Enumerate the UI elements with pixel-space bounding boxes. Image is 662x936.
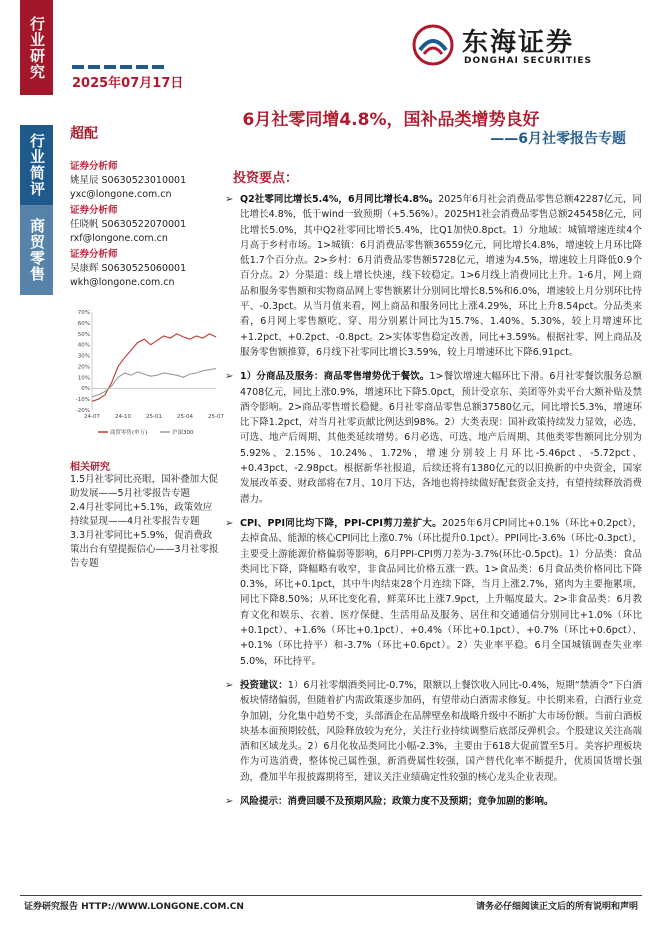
legend-label: 商贸零售(申万) bbox=[110, 430, 148, 436]
analyst-name: 吴康辉 S0630525060001 bbox=[70, 263, 187, 274]
y-tick-label: -10% bbox=[75, 397, 90, 404]
legend-label: 沪深300 bbox=[172, 430, 194, 436]
y-tick-label: 60% bbox=[77, 320, 90, 327]
y-tick-label: -20% bbox=[75, 408, 90, 414]
point-paragraph bbox=[222, 794, 642, 809]
analyst-label: 证券分析师 bbox=[70, 249, 118, 260]
point-text: 1）6月社零烟酒类同比-0.7%，限额以上餐饮收入同比-0.4%，短期“禁酒令”下白酒板块情绪偏弱，但随着扩内需政策逐步加码，有望带动白酒需求修复。中长期来看，白酒行业竞争加剧，分化集中趋势不变，头部酒企在品牌壁垒和战略升级中不断扩大市场份额。当前白酒板块基本面预期较低，风险释放较为充分，关注行业持续调整后底部反弹机会。个股建议关注高端酒和区域龙头。2）6月化妆品类同比小幅-2.3%，主要由于618大促前置至5月。美容护理板块作为可选消费，整体悦己属性强，新消费属性较强，国产替代化率不断提升，优质国货增长强劲，叠加半年报披露期将至，建议关注业绩确定性较强的核心龙头企业表现。 bbox=[240, 679, 642, 783]
y-tick-label: 40% bbox=[77, 342, 90, 349]
series-line-1 bbox=[92, 369, 216, 397]
x-tick-label: 24-07 bbox=[84, 414, 100, 420]
point-paragraph bbox=[222, 516, 642, 669]
y-tick-label: 50% bbox=[77, 331, 90, 338]
performance-chart bbox=[70, 308, 224, 443]
arrow-bullet-icon: ➢ bbox=[225, 679, 234, 691]
related-item[interactable]: 3.3月社零同比+5.9%，促消费政策出台有望提振信心——3月社零报告专题 bbox=[70, 530, 219, 569]
point-lead: 1）分商品及服务：商品零售增势优于餐饮。 bbox=[240, 371, 430, 383]
point-paragraph bbox=[222, 678, 642, 785]
investment-points bbox=[222, 192, 642, 818]
analyst-email[interactable]: rxf@longone.com.cn bbox=[70, 233, 168, 244]
footer-left[interactable]: 证券研究报告 HTTP://WWW.LONGONE.COM.CN bbox=[24, 902, 244, 912]
rating-badge: 超配 bbox=[70, 126, 98, 142]
report-title: 6月社零同增4.8%，国补品类增势良好 bbox=[242, 110, 540, 130]
company-logo bbox=[402, 20, 642, 80]
analyst-email[interactable]: wkh@longone.com.cn bbox=[70, 277, 175, 288]
side-tab-industry-research: 行业研究 bbox=[20, 0, 53, 95]
series-line-0 bbox=[92, 334, 216, 402]
analyst-label: 证券分析师 bbox=[70, 205, 118, 216]
arrow-bullet-icon: ➢ bbox=[225, 194, 234, 205]
related-item[interactable]: 2.4月社零同比+5.1%，政策效应持续显现——4月社零报告专题 bbox=[70, 502, 213, 527]
logo-mark-icon bbox=[412, 24, 454, 66]
report-subtitle: ——6月社零报告专题 bbox=[490, 131, 626, 147]
footer-right: 请务必仔细阅读正文后的所有说明和声明 bbox=[475, 902, 638, 912]
arrow-bullet-icon: ➢ bbox=[225, 517, 234, 529]
point-lead: 投资建议： bbox=[240, 679, 288, 691]
investment-heading: 投资要点： bbox=[233, 171, 299, 186]
date-decoration bbox=[72, 65, 164, 69]
related-title: 相关研究 bbox=[70, 462, 110, 473]
report-date: 2025年07月17日 bbox=[72, 76, 184, 91]
arrow-bullet-icon: ➢ bbox=[225, 795, 234, 807]
logo-en-text: DONGHAI SECURITIES bbox=[464, 56, 592, 66]
x-tick-label: 25-01 bbox=[146, 414, 162, 420]
related-item[interactable]: 1.5月社零同比亮眼，国补叠加大促助发展——5月社零报告专题 bbox=[70, 474, 219, 499]
analyst-email[interactable]: yxc@longone.com.cn bbox=[70, 189, 172, 200]
x-tick-label: 25-07 bbox=[208, 414, 224, 420]
logo-cn-text: 东海证券 bbox=[462, 28, 575, 58]
related-research bbox=[70, 452, 220, 571]
point-text: 2025年6月社会消费品零售总额42287亿元，同比增长4.8%，低于wind一致预期（+5.56%）。2025H1社会消费品零售总额245458亿元，同比增长5.0%，其中Q2社零同比增长5.4%，比Q1加快0.8pct。1）分地域：城镇增速连续4个月高于乡村市场。1>城镇：6月消费品零售额36559亿元，同比增长4.8%，增速较上月环比降低1.7个百分点。2>乡村：6月消费品零售额5728亿元，增速为4.5%，增速较上月降低0.9个百分点。2）分渠道：线上增长快速，线下较稳定。1>6月线上消费同比上升。1-6月，网上商品和服务零售额和实物商品网上零售额累计分别同比增长8.5%和6.0%，增速较上月分别环比持平、-0.3pct。从当月值来看，网上商品和服务同比上涨4.29%，环比上升8.54pct。分品类来看，6月网上零售额吃、穿、用分别累计同比为15.7%、1.40%、5.30%，较上月增速环比+1.2pct、+0.2pct、-0.8pct。2>实体零售稳定改善，同比+3.59%。根据社零、网上商品及服务零售额推算，6月线下社零同比增长3.59%，较上月增速环比下降6.91pct。 bbox=[240, 194, 642, 358]
point-text: 1>餐饮增速大幅环比下滑。6月社零餐饮服务总额4708亿元，同比上涨0.9%，增速环比下降5.0pct，预计受京东、美团等外卖平台大额补贴及禁酒令影响。2>商品零售增长稳健。6月社零商品零售总额37580亿元，同比增长5.3%，增速环比下降1.2pct，对当月社零贡献比例达到98%。2）大类表现：国补政策持续发力显效，必选、可选、地产后周期、其他类延续增势。6月必选、可选、地产后周期、其他类零售额同比分别为5.92%、2.15%、10.24%、1.72%，增速分别较上月环比-5.46pct、-5.72pct、+0.43pct、-2.98pct。根据新华社报道，后续还将有1380亿元的以旧换新的中央资金，国家发展改革委、财政部将在7月、10月下达，各地也将持续做好配套资金支持，有望持续释放消费潜力。 bbox=[240, 371, 642, 505]
point-lead: CPI、PPI同比均下降，PPI-CPI剪刀差扩大。 bbox=[240, 517, 442, 529]
x-tick-label: 24-10 bbox=[115, 414, 131, 420]
point-paragraph bbox=[222, 369, 642, 507]
y-tick-label: 70% bbox=[77, 310, 90, 316]
y-tick-label: 30% bbox=[77, 353, 90, 360]
arrow-bullet-icon: ➢ bbox=[225, 371, 234, 383]
analyst-label: 证券分析师 bbox=[70, 161, 118, 172]
point-text: 2025年6月CPI同比+0.1%（环比+0.2pct），去掉食品、能源的核心CPI同比上涨0.7%（环比提升0.1pct）。PPI同比-3.6%（环比-0.3pct），主要受上游能源价格偏弱等影响，6月PPI-CPI剪刀差为-3.7%(环比-0.5pct)。1）分品类：食品类同比下降，降幅略有收窄，非食品同比价格五涨一跌。1>食品类：6月食品类价格同比下降0.3%，环比+0.1pct，其中牛肉结束28个月连续下降，当月上涨2.7%，猪肉为主要拖累项，同比下降8.50%；从环比变化看，鲜菜环比上涨7.9pct，上升幅度最大。2>非食品类：6月教育文化和娱乐、衣着、医疗保健、生活用品及服务、居住和交通通信分别同比+1.0%（环比+0.1pct）、+1.6%（环比+0.1pct）、+0.4%（环比+0.1pct）、+0.7%（环比+0.6pct）、+0.1%（环比持平）和-3.7%（环比+0.6pct）。2）失业率平稳。6月全国城镇调查失业率5.0%，环比持平。 bbox=[240, 517, 642, 667]
point-paragraph bbox=[222, 192, 642, 360]
y-tick-label: 0% bbox=[81, 386, 90, 393]
analyst-list bbox=[70, 158, 220, 290]
chart-svg bbox=[70, 308, 224, 443]
analyst-name: 姚星辰 S0630523010001 bbox=[70, 175, 187, 186]
x-tick-label: 25-04 bbox=[177, 414, 193, 420]
y-tick-label: 20% bbox=[77, 364, 90, 371]
footer-divider bbox=[20, 895, 642, 896]
side-tab-industry-brief: 行业简评 bbox=[20, 125, 53, 205]
point-lead: Q2社零同比增长5.4%，6月同比增长4.8%。 bbox=[240, 194, 439, 205]
point-lead: 风险提示：消费回暖不及预期风险；政策力度不及预期；竞争加剧的影响。 bbox=[240, 795, 554, 807]
analyst-name: 任晓帆 S0630522070001 bbox=[70, 219, 187, 230]
y-tick-label: 10% bbox=[77, 375, 90, 382]
side-tab-commerce: 商贸零售 bbox=[20, 205, 53, 295]
